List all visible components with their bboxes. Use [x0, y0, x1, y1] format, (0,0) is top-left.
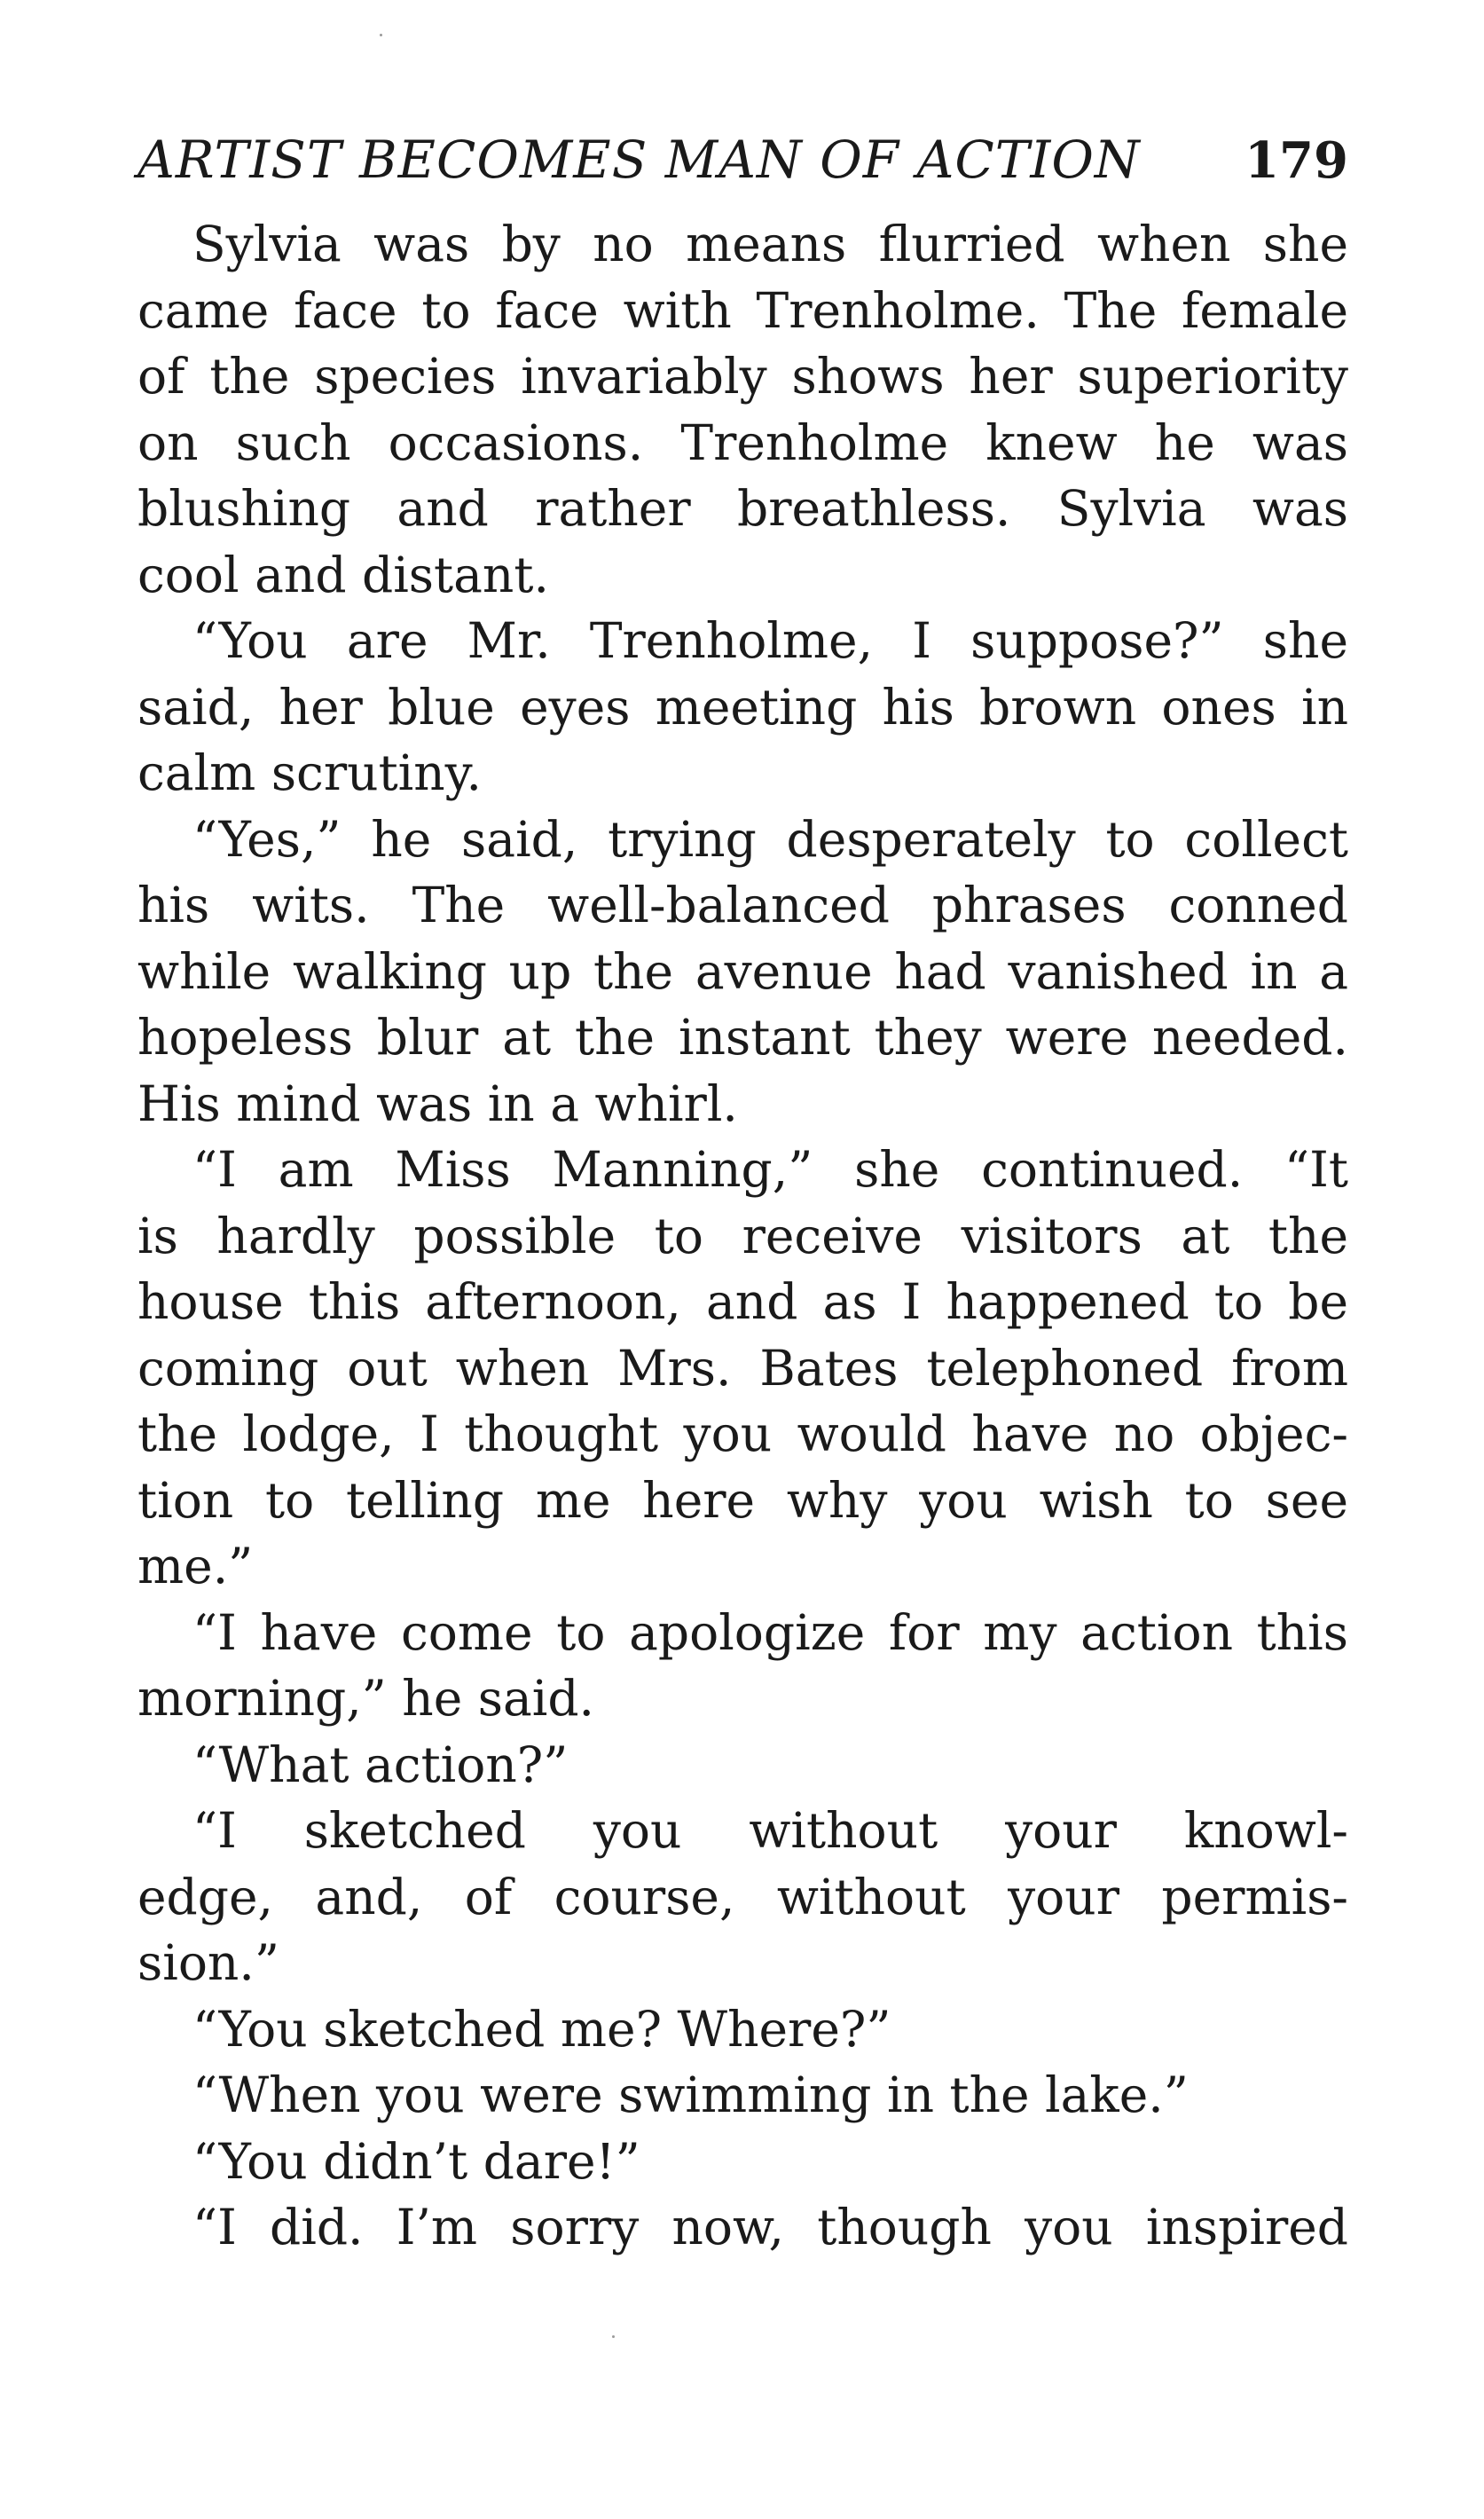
running-head: ARTIST BECOMES MAN OF ACTION [137, 130, 1141, 190]
text-line: came face to face with Trenholme. The female [137, 281, 1348, 339]
text-line: cool and distant. [137, 546, 549, 603]
text-line: of the species invariably shows her superiority [137, 348, 1348, 405]
text-line: said, her blue eyes meeting his brown ones in [137, 678, 1348, 736]
text-line: blushing and rather breathless. Sylvia was [137, 480, 1348, 537]
text-line: hopeless blur at the instant they were needed. [137, 1009, 1348, 1066]
text-line: “You didn’t dare!” [192, 2132, 640, 2190]
text-line: sion.” [137, 1934, 279, 1991]
text-line: is hardly possible to receive visitors at the [137, 1207, 1348, 1264]
paper-speck [612, 2335, 615, 2338]
text-line: “When you were swimming in the lake.” [192, 2066, 1189, 2123]
text-line: “I have come to apologize for my action this [192, 1603, 1348, 1661]
body-text [137, 211, 1348, 2261]
text-line: “You are Mr. Trenholme, I suppose?” she [192, 612, 1348, 669]
text-line: “You sketched me? Where?” [192, 2000, 891, 2058]
page-header [137, 124, 1348, 195]
text-line: calm scrutiny. [137, 744, 482, 801]
text-line: “Yes,” he said, trying desperately to collect [192, 810, 1348, 868]
text-line: morning,” he said. [137, 1670, 595, 1727]
text-line: His mind was in a whirl. [137, 1075, 738, 1132]
text-line: me.” [137, 1538, 254, 1594]
text-line: his wits. The well-balanced phrases conned [137, 877, 1348, 933]
text-line: edge, and, of course, without your permis- [137, 1868, 1348, 1925]
text-line: “I sketched you without your knowl- [192, 1802, 1348, 1859]
text-line: house this afternoon, and as I happened to be [137, 1273, 1348, 1330]
text-line: “I did. I’m sorry now, though you inspired [192, 2199, 1348, 2255]
page-number: 179 [1245, 131, 1348, 190]
paper-speck [380, 34, 382, 36]
text-line: while walking up the avenue had vanished in a [137, 942, 1348, 1000]
text-line: “What action?” [192, 1736, 569, 1793]
text-line: coming out when Mrs. Bates telephoned from [137, 1339, 1348, 1397]
text-line: tion to telling me here why you wish to see [137, 1471, 1348, 1529]
text-line: Sylvia was by no means flurried when she [192, 216, 1348, 272]
text-line: the lodge, I thought you would have no objec- [137, 1405, 1348, 1462]
text-line: on such occasions. Trenholme knew he was [137, 413, 1348, 471]
text-line: “I am Miss Manning,” she continued. “It [192, 1141, 1348, 1198]
book-page [137, 124, 1348, 2261]
